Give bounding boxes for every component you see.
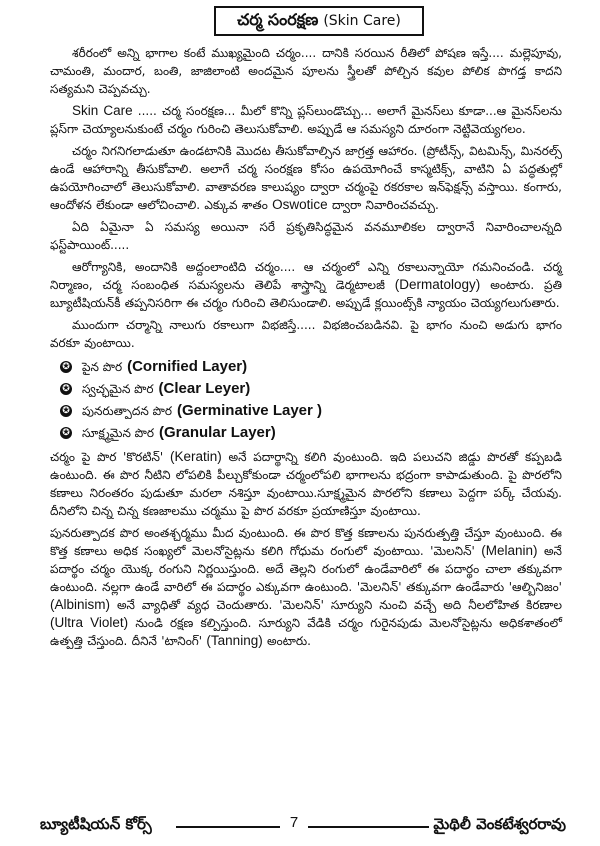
list-item [60, 356, 562, 378]
paragraph-melanin-text-b: అనే పదార్థం చర్మం యొక్క రంగుని నిర్ణయిస్తుంది. అదే తెల్లని రంగులో ఉండేవారిలో ఈ పదార్థం చాలా తక్కువగా ఉంటుంది. నల్లగా ఉండే వారిలో ఈ పదార్థం ఎక్కువగా ఉంటుంది. 'మెలనిన్' తక్కువగా ఉండేవారు 'ఆల్బినిజం' [50, 544, 562, 594]
term-ultra-violet: (Ultra Violet) [50, 615, 129, 630]
list-item [60, 422, 562, 444]
layer-name-english: (Granular Layer) [159, 424, 276, 441]
chapter-title-english: (Skin Care) [323, 13, 401, 29]
page-footer [0, 812, 600, 842]
star-bullet-icon: ✪ [60, 383, 72, 395]
star-bullet-icon: ✪ [60, 405, 72, 417]
paragraph-intro [50, 44, 562, 98]
chapter-title-telugu: చర్మ సంరక్షణ [237, 9, 319, 29]
layer-name-english: (Cornified Layer) [127, 358, 248, 375]
paragraph-diet-text-b: ద్వారా నివారించవచ్చు. [332, 198, 439, 212]
paragraph-diet-text-a: చర్మం నిగనిగలాడుతూ ఉండటానికి మొదట తీసుకోవాల్సిన జాగ్రత్త ఆహారం. (ప్రోటీన్స్, విటమిన్స్, మినరల్స్ ఉండే ఆహారాన్ని తీసుకోవాలి. అలాగే చర్మ సంరక్షణ కోసం ఉపయోగించే కాస్మటిక్స్, వాటిని ఏ పద్ధతుల్లో ఉపయోగించాలో తెలుసుకోవాలి. వాతావరణ కాలుష్యం ద్వారా చర్మంపై రకరకాల ఇన్‌ఫెక్షన్స్ వస్తాయి. కంగారు, ఆందోళన లేకుండా ఆలోచించాలి. ఎక్కువ శాతం [50, 144, 562, 212]
chapter-header [0, 6, 600, 38]
star-bullet-icon: ✪ [60, 361, 72, 373]
paragraph-layers-intro [50, 316, 562, 352]
paragraph-melanin-text-c: అనే వ్యాధితో వ్యధ చెందుతారు. 'మెలనిన్' సూర్యుని నుంచి వచ్చే అది నీలలోహిత కిరణాల [116, 598, 562, 612]
layer-name-english: (Clear Leyer) [158, 380, 251, 397]
paragraph-intro-text: శరీరంలో అన్ని భాగాల కంటే ముఖ్యమైంది చర్మం.... దానికి సరయిన రీతిలో పోషణ ఇస్తే.... మల్లెపూవు, చామంతి, మందార, బంతి, జాజిలాంటి అందమైన పూలను స్త్రీలతో పోల్చిన కవుల పోలిక పొగడ్త కాదని సత్యమని చెప్పవచ్చు. [50, 46, 562, 96]
paragraph-layers-intro-text: ముందుగా చర్మాన్ని నాలుగు రకాలుగా విభజిస్తే..... విభజించబడినవి. పై భాగం నుంచి అడుగు భాగం వరకూ వుంటాయి. [50, 318, 562, 350]
body-text [50, 44, 562, 654]
page-number: 7 [280, 814, 308, 831]
term-albinism: (Albinism) [50, 597, 111, 612]
paragraph-keratin-text-b: అనే పదార్థాన్ని కలిగి వుంటుంది. ఇది పలుచని జిడ్డు పొరతో కప్పబడి ఉంటుంది. ఈ పొర నీటిని లోపలికి పీల్చుకోకుండా చర్మంలోపలి భాగాలను భద్రంగా కాపాడుతుంది. పై పొరలోని కణాలు నిరంతరం పుడుతూ మరలా నశిస్తూ వుంటాయి.సూక్ష్మమైన పొరలోని కణాలు పెద్దగా పర్క్ చేయవు. దీనిలోని చిన్న చిన్న కణజాలము చర్మము పై పొర వరకూ ప్రయాణిస్తూ వుంటాయి. [50, 450, 562, 518]
layer-name-english: (Germinative Layer ) [176, 402, 323, 419]
paragraph-melanin-text-a: పునరుత్పాదక పొర అంతశ్చర్మము మీద వుంటుంది. ఈ పొర కొత్త కణాలను పునరుత్పత్తి చేస్తూ వుంటుంది. ఈ కొత్త కణాలు అధిక సంఖ్యలో మెలనోసైట్లను కలిగి గోధుమ రంగులో వుంటాయి. 'మెలనిన్' [50, 526, 562, 558]
footer-author: మైథిలీ వెంకటేశ్వరరావు [429, 815, 566, 837]
paragraph-herbal [50, 218, 562, 254]
paragraph-dermatology [50, 258, 562, 312]
paragraph-diet [50, 142, 562, 214]
chapter-title-box [214, 6, 424, 36]
layer-name-telugu: పైన పొర [82, 360, 123, 374]
paragraph-keratin [50, 448, 562, 520]
paragraph-melanin-text-e: అంటారు. [267, 634, 311, 648]
skin-layers-list [60, 356, 562, 444]
term-keratin: (Keratin) [169, 449, 222, 464]
skin-care-lead: Skin Care [72, 103, 133, 118]
layer-name-telugu: సూక్ష్మమైన పొర [82, 426, 155, 440]
paragraph-herbal-text: ఏది ఏమైనా ఏ సమస్య అయినా సరే ప్రకృతిసిద్ధమైన వనమూలికల ద్వారానే నివారించాలన్నది ఫస్ట్‌పాయింట్..... [50, 220, 562, 252]
term-tanning: (Tanning) [206, 633, 263, 648]
term-oswotice: Oswotice [272, 197, 328, 212]
footer-book-title: బ్యూటీషియన్ కోర్స్ [40, 815, 156, 837]
layer-name-telugu: స్వచ్ఛమైన పొర [82, 382, 154, 396]
paragraph-dermatology-text-a: ఆరోగ్యానికి, అందానికి అద్దంలాంటిది చర్మం.... ఆ చర్మంలో ఎన్ని రకాలున్నాయో గమనించండి. చర్మ నిర్మాణం, చర్మ సంబంధిత సమస్యలను తెలిపే శాస్త్రాన్ని డెర్మటాలజీ [50, 260, 562, 292]
paragraph-melanin-text-d: నుండి రక్షణ కల్పిస్తుంది. సూర్యుని వేడికి చర్మం గురైనపుడు మెలనోసైట్లను అధికశాతంలో ఉత్పత్తి చేస్తుంది. దీనినే 'టానింగ్' [50, 616, 562, 648]
term-melanin: (Melanin) [481, 543, 538, 558]
paragraph-dermatology-text-b: అంటారు. ప్రతి బ్యూటీషియన్‌కీ తప్పనిసరిగా ఈ చర్మం గురించి తెలిసుండాలి. అప్పుడే క్లయింట్స్‌కి న్యాయం చెయ్యగలుగుతారు. [50, 278, 562, 310]
list-item [60, 378, 562, 400]
star-bullet-icon: ✪ [60, 427, 72, 439]
paragraph-melanin [50, 524, 562, 650]
paragraph-skin-care-text: ..... చర్మ సంరక్షణ... మీలో కొన్ని ప్లస్‌లుండొచ్చు... అలాగే మైనస్‌లు కూడా...ఆ మైనస్‌లను ప్లస్‌గా చెయ్యాలనుకుంటే చర్మం గురించి తెలుసుకోవాలి. అప్పుడే ఆ సమస్యని దూరంగా నెట్టివెయ్యగలం. [50, 104, 562, 136]
term-dermatology: (Dermatology) [394, 277, 481, 292]
paragraph-skin-care [50, 102, 562, 138]
layer-name-telugu: పునరుత్పాదన పొర [82, 404, 172, 418]
list-item [60, 400, 562, 422]
paragraph-keratin-text-a: చర్మం పై పొర 'కొరటిన్' [50, 450, 164, 464]
